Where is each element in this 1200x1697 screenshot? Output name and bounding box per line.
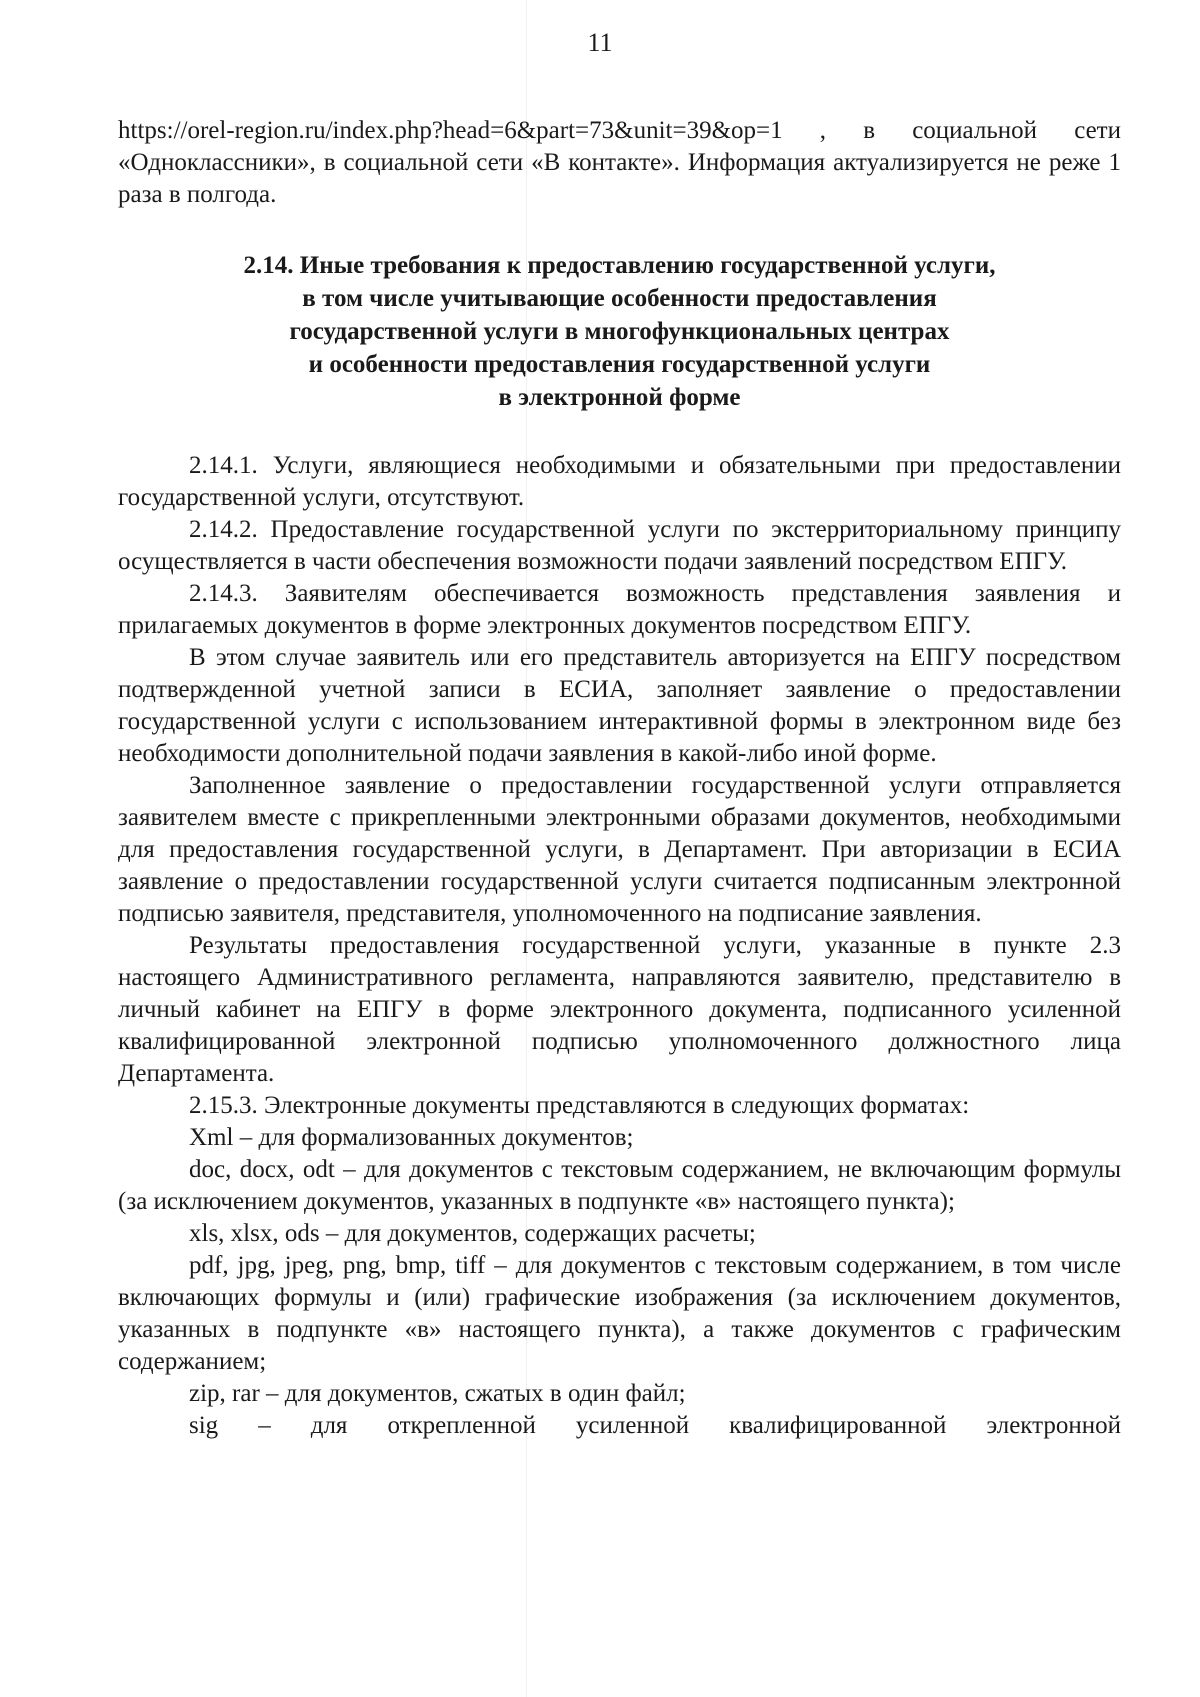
paragraph-authorization: В этом случае заявитель или его представитель авторизуется на ЕПГУ посредством подтвержденной учетной записи в ЕСИА, заполняет заявление о предоставлении государственной услуги с использованием интерактивной формы в электронном виде без необходимости дополнительной подачи заявления в какой-либо иной форме. — [118, 644, 1121, 767]
section-heading — [118, 249, 1121, 414]
format-item-sig: sig – для открепленной усиленной квалифицированной электронной — [189, 1412, 1121, 1439]
paragraph-2-14-1: 2.14.1. Услуги, являющиеся необходимыми и обязательными при предоставлении государственной услуги, отсутствуют. — [118, 452, 1121, 511]
paragraph-2-14-3: 2.14.3. Заявителям обеспечивается возможность представления заявления и прилагаемых документов в форме электронных документов посредством ЕПГУ. — [118, 580, 1121, 639]
format-item-xls: xls, xlsx, ods – для документов, содержащих расчеты; — [189, 1220, 756, 1247]
intro-paragraph: https://orel-region.ru/index.php?head=6&part=73&unit=39&op=1 , в социальной сети «Одноклассники», в социальной сети «В контакте». Информация актуализируется не реже 1 раза в полгода. — [118, 117, 1121, 208]
heading-line: 2.14. Иные требования к предоставлению государственной услуги, — [243, 252, 996, 279]
heading-line: в том числе учитывающие особенности предоставления — [302, 285, 937, 312]
paragraph-2-14-2: 2.14.2. Предоставление государственной услуги по экстерриториальному принципу осуществляется в части обеспечения возможности подачи заявлений посредством ЕПГУ. — [118, 516, 1121, 575]
paragraph-results: Результаты предоставления государственной услуги, указанные в пункте 2.3 настоящего Административного регламента, направляются заявителю, представителю в личный кабинет на ЕПГУ в форме электронного документа, подписанного усиленной квалифицированной электронной подписью уполномоченного должностного лица Департамента. — [118, 932, 1121, 1087]
heading-line: в электронной форме — [498, 384, 741, 411]
paragraph-submission: Заполненное заявление о предоставлении государственной услуги отправляется заявителем вместе с прикрепленными электронными образами документов, необходимыми для предоставления государственной услуги, в Департамент. При авторизации в ЕСИА заявление о предоставлении государственной услуги считается подписанным электронной подписью заявителя, представителя, уполномоченного на подписание заявления. — [118, 772, 1121, 927]
heading-line: и особенности предоставления государственной услуги — [308, 351, 931, 378]
page-number: 11 — [587, 28, 613, 57]
format-item-pdf: pdf, jpg, jpeg, png, bmp, tiff – для документов с текстовым содержанием, в том числе включающих формулы и (или) графические изображения (за исключением документов, указанных в подпункте «в» настоящего пункта), а также документов с графическим содержанием; — [118, 1252, 1121, 1375]
format-item-doc: doc, docx, odt – для документов с текстовым содержанием, не включающим формулы (за исключением документов, указанных в подпункте «в» настоящего пункта); — [118, 1156, 1121, 1215]
format-item-xml: Xml – для формализованных документов; — [189, 1124, 634, 1151]
heading-line: государственной услуги в многофункциональных центрах — [289, 318, 950, 345]
document-body — [118, 115, 1121, 1442]
format-item-zip: zip, rar – для документов, сжатых в один файл; — [189, 1380, 686, 1407]
paragraph-2-15-3: 2.15.3. Электронные документы представляются в следующих форматах: — [189, 1092, 970, 1119]
